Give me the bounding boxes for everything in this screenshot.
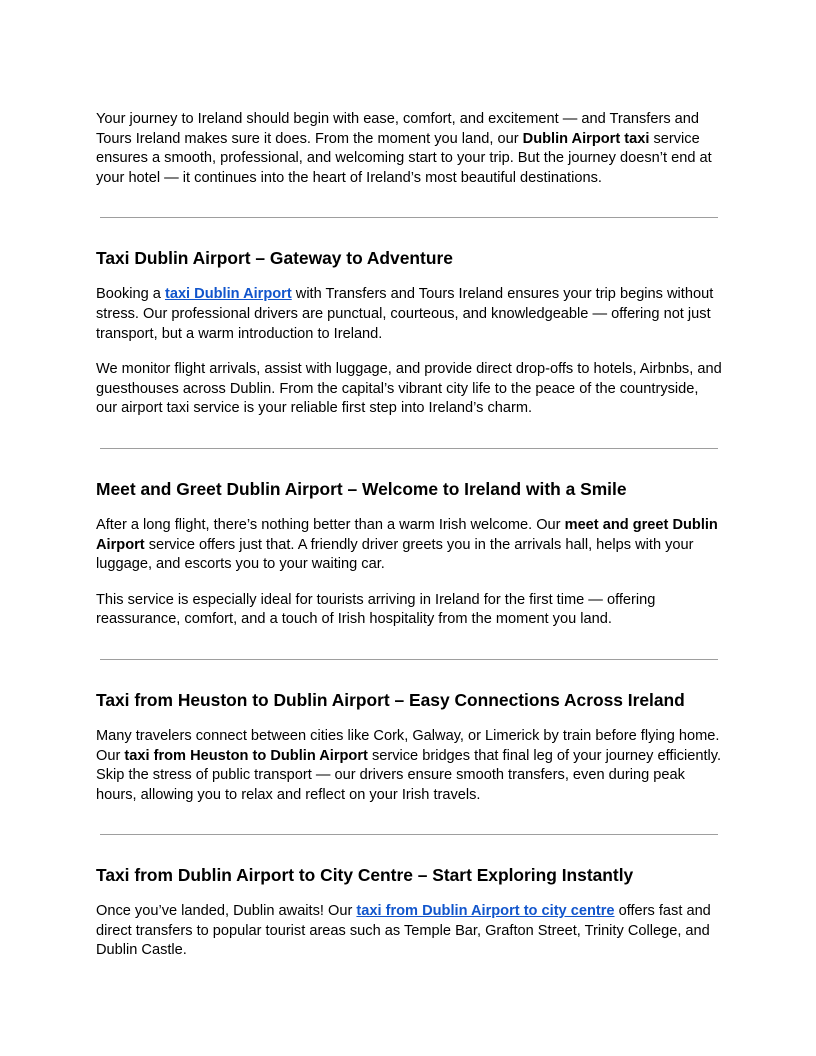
paragraph-text: After a long flight, there’s nothing better than a warm Irish welcome. Our [96, 516, 565, 533]
section-paragraph [96, 516, 722, 575]
section-paragraph [96, 285, 722, 344]
intro-bold-dublin-airport-taxi: Dublin Airport taxi [522, 130, 650, 147]
section-paragraph [96, 902, 722, 961]
section-heading: Meet and Greet Dublin Airport – Welcome to Ireland with a Smile [96, 478, 627, 499]
divider [100, 659, 718, 660]
section-heading: Taxi Dublin Airport – Gateway to Adventure [96, 248, 453, 269]
taxi-airport-to-city-centre-link[interactable]: taxi from Dublin Airport to city centre [356, 903, 615, 920]
intro-text-2: service ensures a smooth, professional, and welcoming start to your trip. But the journey doesn’t end at your hotel — it continues into the heart of Ireland’s most beautiful destinations. [96, 130, 712, 186]
taxi-dublin-airport-link[interactable]: taxi Dublin Airport [164, 286, 292, 303]
section-airport-to-city-centre [96, 864, 722, 961]
bold-meet-and-greet: meet and greet Dublin Airport [96, 516, 718, 553]
section-taxi-dublin-airport [96, 247, 722, 419]
paragraph-text: with Transfers and Tours Ireland ensures your trip begins without stress. Our professional drivers are punctual, courteous, and knowledgeable — offering not just transport, but a warm introduction to Ireland. [96, 286, 714, 342]
paragraph-text: Booking a [96, 286, 165, 303]
section-heading: Taxi from Dublin Airport to City Centre – Start Exploring Instantly [96, 865, 634, 886]
intro-text-1: Your journey to Ireland should begin with ease, comfort, and excitement — and Transfers and Tours Ireland makes sure it does. From the moment you land, our [96, 111, 700, 147]
paragraph-text: service offers just that. A friendly driver greets you in the arrivals hall, helps with your luggage, and escorts you to your waiting car. [96, 536, 694, 573]
bold-taxi-heuston: taxi from Heuston to Dublin Airport [124, 747, 368, 764]
paragraph-text: Once you’ve landed, Dublin awaits! Our [96, 903, 357, 920]
document-body [96, 110, 722, 961]
paragraph-text: service bridges that final leg of your journey efficiently. Skip the stress of public transport — our drivers ensure smooth transfers, even during peak hours, allowing you to relax and reflect on your Irish travels. [96, 747, 722, 803]
intro-paragraph [96, 110, 722, 188]
divider [100, 834, 718, 835]
section-heading: Taxi from Heuston to Dublin Airport – Easy Connections Across Ireland [96, 689, 685, 710]
section-paragraph [96, 727, 722, 805]
section-heuston-to-airport [96, 689, 722, 805]
paragraph-text: offers fast and direct transfers to popular tourist areas such as Temple Bar, Grafton Street, Trinity College, and Dublin Castle. [96, 903, 711, 959]
section-paragraph: This service is especially ideal for tourists arriving in Ireland for the first time — offering reassurance, comfort, and a touch of Irish hospitality from the moment you land. [96, 591, 656, 628]
divider [100, 217, 718, 218]
paragraph-text: Many travelers connect between cities like Cork, Galway, or Limerick by train before flying home. Our [96, 727, 720, 764]
section-meet-and-greet [96, 478, 722, 630]
section-paragraph: We monitor flight arrivals, assist with luggage, and provide direct drop-offs to hotels, Airbnbs, and guesthouses across Dublin. From the capital’s vibrant city life to the peace of the countryside, our airport taxi service is your reliable first step into Ireland’s charm. [96, 361, 722, 417]
divider [100, 448, 718, 449]
